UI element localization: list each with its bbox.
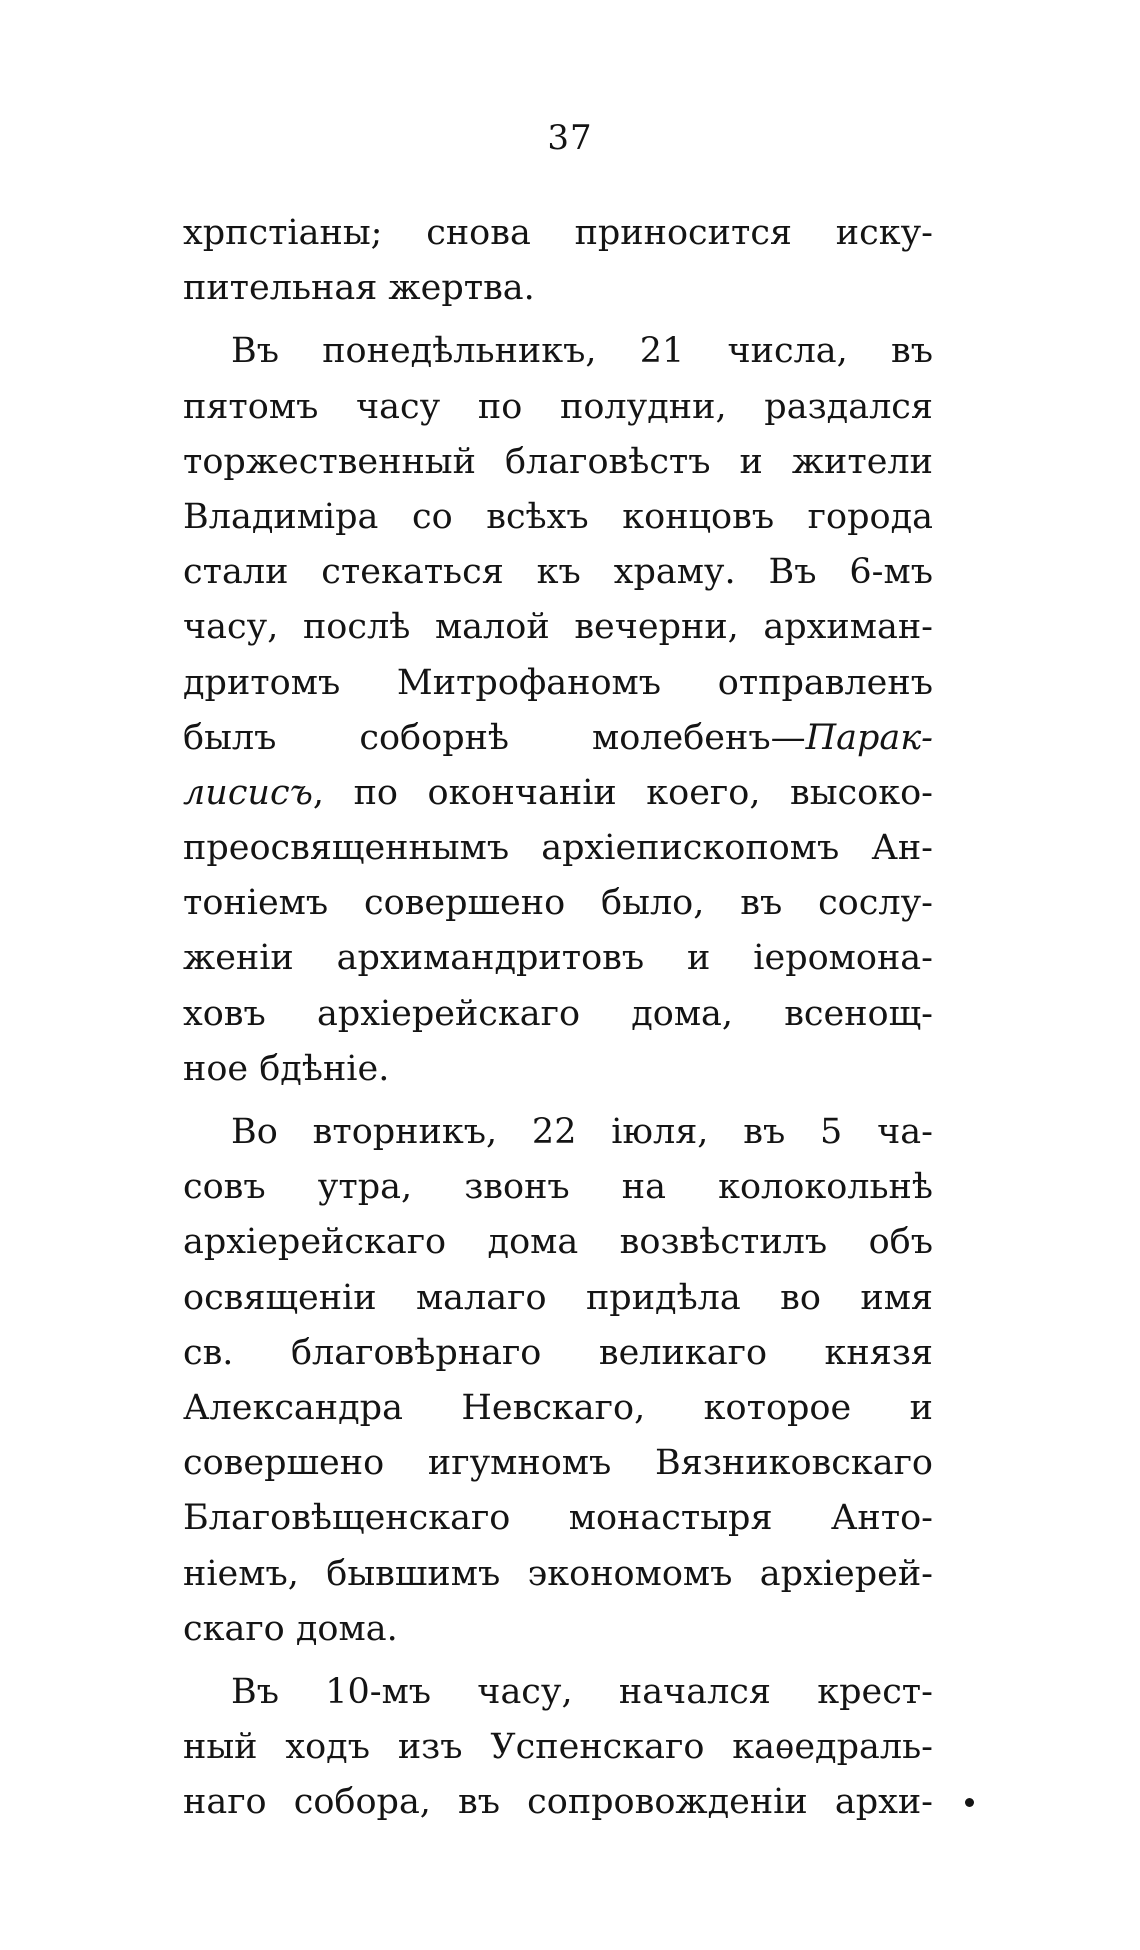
paragraph-start-line: Въ понедѣльникъ, 21 числа, въ xyxy=(231,331,933,372)
text-line: Александра Невскаго, которое и xyxy=(183,1387,933,1428)
text-line: ное бдѣніе. xyxy=(183,1048,390,1089)
paragraph-start-line: Въ 10-мъ часу, начался крест- xyxy=(231,1671,933,1712)
text-line: Благовѣщенскаго монастыря Анто- xyxy=(183,1498,933,1539)
text-line: пительная жертва. xyxy=(183,268,535,309)
text-segment: , по окончаніи коего, высоко- xyxy=(312,772,933,813)
text-line: часу, послѣ малой вечерни, архиман- xyxy=(183,607,933,648)
text-line: наго собора, въ сопровожденіи архи- xyxy=(183,1782,933,1823)
text-line: хрпстіаны; снова приносится иску- xyxy=(183,213,933,253)
text-line: дритомъ Митрофаномъ отправленъ xyxy=(183,662,933,703)
text-line xyxy=(183,711,933,766)
page-number: 37 xyxy=(547,118,593,158)
text-segment: былъ соборнѣ молебенъ— xyxy=(183,717,806,758)
text-line: совъ утра, звонъ на колокольнѣ xyxy=(183,1167,933,1208)
ink-speck xyxy=(965,1798,974,1807)
body-text xyxy=(183,206,933,1830)
text-line: ніемъ, бывшимъ экономомъ архіерей- xyxy=(183,1553,933,1594)
text-line: скаго дома. xyxy=(183,1608,398,1649)
text-line: стали стекаться къ храму. Въ 6-мъ xyxy=(183,552,933,593)
text-line: совершено игумномъ Вязниковскаго xyxy=(183,1443,933,1484)
text-line: торжественный благовѣстъ и жители xyxy=(183,441,933,482)
text-line: ховъ архіерейскаго дома, всенощ- xyxy=(183,993,933,1034)
text-line: Владиміра со всѣхъ концовъ города xyxy=(183,496,933,537)
text-line: освященіи малаго придѣла во имя xyxy=(183,1277,933,1318)
text-line xyxy=(183,766,933,821)
text-line: архіерейскаго дома возвѣстилъ объ xyxy=(183,1222,933,1263)
text-line: женіи архимандритовъ и іеромона- xyxy=(183,938,933,979)
text-line: пятомъ часу по полудни, раздался xyxy=(183,386,933,427)
text-line: тоніемъ совершено было, въ сослу- xyxy=(183,883,933,924)
text-line: ный ходъ изъ Успенскаго каѳедраль- xyxy=(183,1727,933,1768)
text-line: преосвященнымъ архіепископомъ Ан- xyxy=(183,828,933,869)
paragraph-start-line: Во вторникъ, 22 іюля, въ 5 ча- xyxy=(231,1112,933,1152)
italic-term: Парак- xyxy=(805,717,933,758)
text-line: св. благовѣрнаго великаго князя xyxy=(183,1332,933,1373)
italic-term: лисисъ xyxy=(183,772,313,813)
